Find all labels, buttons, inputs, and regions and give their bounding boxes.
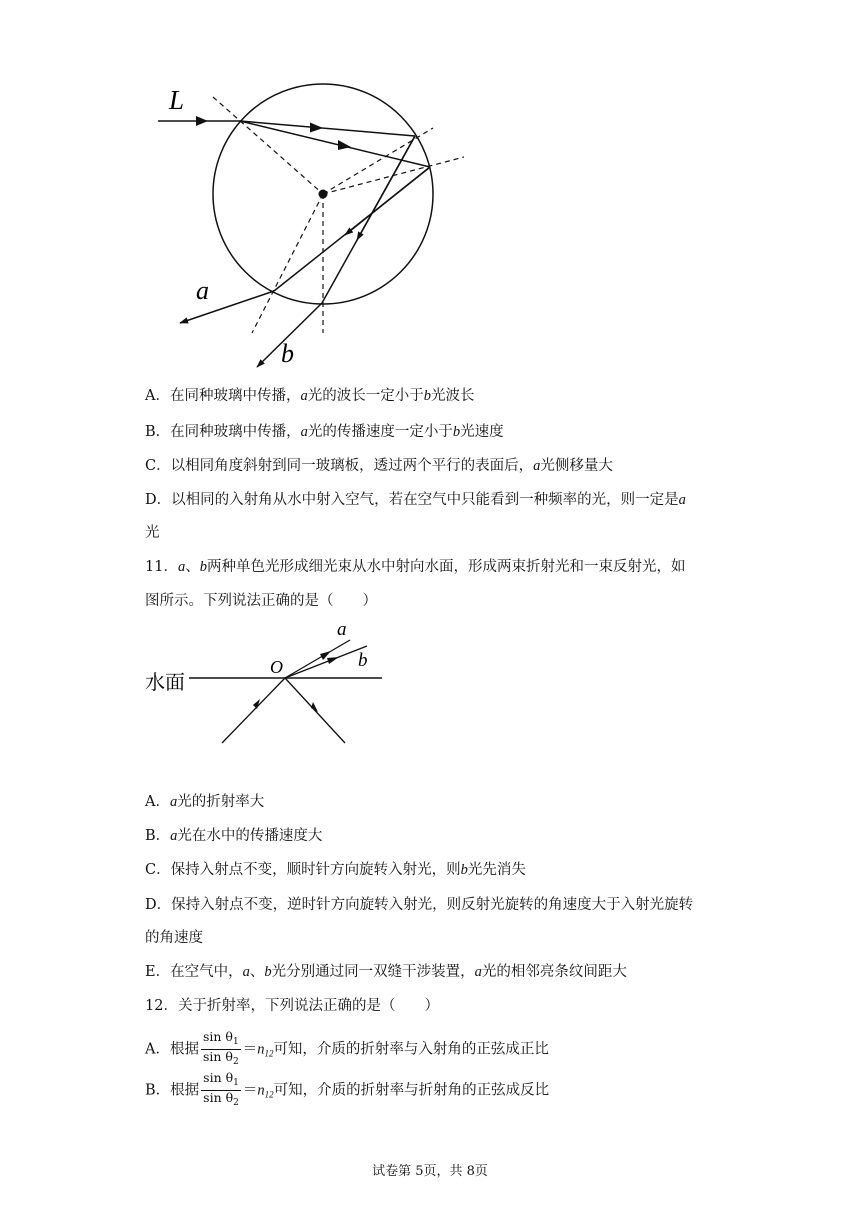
q11-option-d-cont: 的角速度 bbox=[145, 930, 203, 946]
point-O-label: O bbox=[270, 657, 283, 677]
ray-a-label: a bbox=[337, 619, 347, 640]
q12-option-a: A．根据 $\frac{\sin \theta_1}{\sin \theta_2}$ $=n_{12}$可知，介质的折射率与入射角的正弦成正比 bbox=[145, 1029, 549, 1067]
sine-ratio-fraction: $\frac{\sin \theta_1}{\sin \theta_2}$ bbox=[202, 1029, 239, 1067]
sphere-center-dot bbox=[319, 190, 328, 199]
label-a: a bbox=[196, 276, 209, 305]
ray-b-label: b bbox=[358, 650, 368, 671]
q12-option-b: B．根据 $\frac{\sin \theta_1}{\sin \theta_2}$ $=n_{12}$可知，介质的折射率与折射角的正弦成反比 bbox=[145, 1070, 550, 1108]
water-surface-figure bbox=[140, 615, 400, 750]
water-surface-label: 水面 bbox=[145, 670, 185, 694]
q11-option-b: B．a光在水中的传播速度大 bbox=[145, 828, 323, 844]
q11-option-d: D．保持入射点不变，逆时针方向旋转入射光，则反射光旋转的角速度大于入射光旋转 bbox=[145, 897, 694, 913]
q11-option-a: A．a光的折射率大 bbox=[145, 794, 265, 810]
q10-option-d-cont: 光 bbox=[145, 525, 160, 541]
q10-option-b: B．在同种玻璃中传播，a光的传播速度一定小于b光速度 bbox=[145, 424, 504, 440]
sphere-refraction-figure bbox=[140, 80, 480, 380]
q10-option-a: A．在同种玻璃中传播，a光的波长一定小于b光波长 bbox=[145, 388, 475, 404]
q11-option-e: E．在空气中，a、b光分别通过同一双缝干涉装置，a光的相邻亮条纹间距大 bbox=[145, 964, 627, 980]
q11-option-c: C．保持入射点不变，顺时针方向旋转入射光，则b光先消失 bbox=[145, 862, 526, 878]
label-L: L bbox=[169, 85, 185, 115]
q11-stem-cont: 图所示。下列说法正确的是（ ） bbox=[145, 593, 377, 609]
q12-stem: 12．关于折射率，下列说法正确的是（ ） bbox=[145, 998, 439, 1014]
q10-option-c: C．以相同角度斜射到同一玻璃板，透过两个平行的表面后，a光侧移量大 bbox=[145, 458, 613, 474]
sine-ratio-fraction: $\frac{\sin \theta_1}{\sin \theta_2}$ bbox=[203, 1070, 239, 1108]
label-b: b bbox=[281, 339, 294, 368]
q10-option-d: D．以相同的入射角从水中射入空气，若在空气中只能看到一种频率的光，则一定是a bbox=[145, 492, 686, 508]
q11-stem: 11．a、b两种单色光形成细光束从水中射向水面，形成两束折射光和一束反射光，如 bbox=[145, 559, 686, 575]
page-footer: 试卷第 5页，共 8页 bbox=[372, 1164, 488, 1179]
